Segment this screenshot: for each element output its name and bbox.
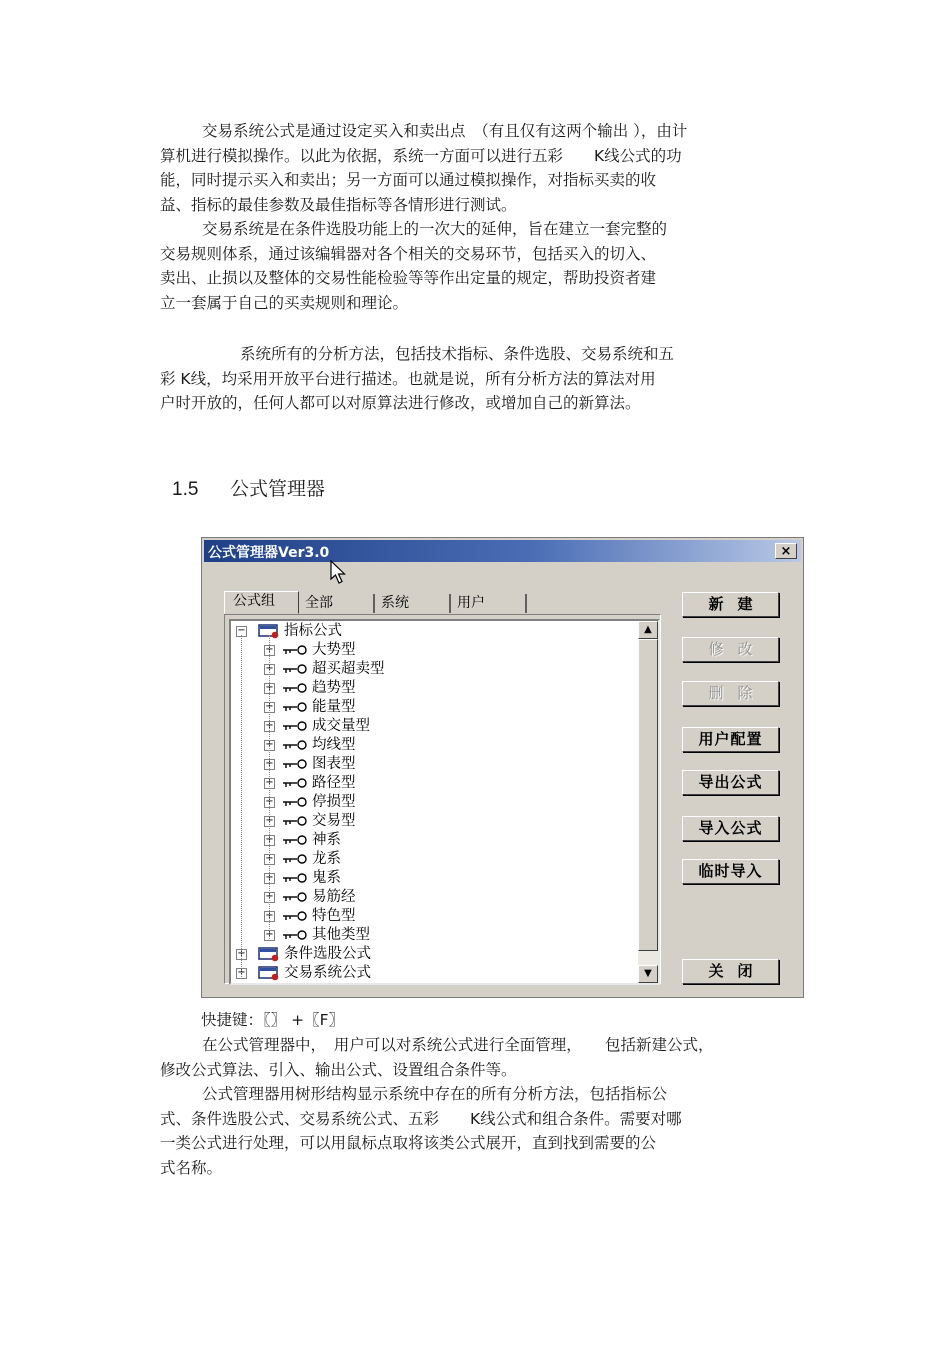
tree-item-category[interactable]: [231, 717, 636, 736]
tab-system[interactable]: 系统: [375, 594, 451, 613]
text-line: 在公式管理器中， 用户可以对系统公式进行全面管理， 包括新建公式，: [202, 1036, 714, 1054]
expand-icon[interactable]: +: [237, 967, 246, 978]
tab-formula-group[interactable]: 公式组: [224, 591, 299, 614]
tree-item-label: 图表型: [312, 756, 356, 772]
text-line: 系统所有的分析方法，包括技术指标、条件选股、交易系统和五: [240, 345, 675, 363]
expand-icon[interactable]: +: [265, 720, 274, 731]
text-line: 式、条件选股公式、交易系统公式、五彩 K线公式和组合条件。需要对哪: [160, 1109, 682, 1128]
scroll-down-icon[interactable]: ▼: [638, 965, 658, 983]
tree-item-category[interactable]: [231, 698, 636, 717]
mouse-cursor-icon: [330, 560, 350, 586]
tree-item-category[interactable]: [231, 641, 636, 660]
paragraph-trading-system-extension: [160, 217, 790, 315]
tab-panel: [224, 614, 661, 984]
tree-item-label: 其他类型: [312, 927, 370, 943]
tree-item-label: 趋势型: [312, 680, 356, 696]
text-line: 益、指标的最佳参数及最佳指标等各情形进行测试。: [160, 195, 517, 214]
collapse-icon[interactable]: −: [237, 625, 246, 636]
text-line: 彩 K线，均采用开放平台进行描述。也就是说，所有分析方法的算法对用: [160, 369, 656, 388]
tree-guide-line: [241, 635, 242, 977]
tree-item-category[interactable]: [231, 660, 636, 679]
section-number: 1.5: [172, 479, 199, 500]
tree-item-partial: [258, 983, 276, 985]
tree-item-label: 特色型: [312, 908, 356, 924]
expand-icon[interactable]: +: [265, 872, 274, 883]
shortcut-text: 快捷键：〖〗 +〖F〗: [201, 1011, 345, 1029]
expand-icon[interactable]: +: [265, 682, 274, 693]
tree-item-category[interactable]: [231, 888, 636, 907]
text-line: 式名称。: [160, 1158, 223, 1177]
expand-icon[interactable]: +: [265, 929, 274, 940]
tree-item-label: 成交量型: [312, 718, 370, 734]
tab-all[interactable]: 全部: [299, 594, 375, 613]
tree-item-category[interactable]: [231, 907, 636, 926]
expand-icon[interactable]: +: [265, 663, 274, 674]
expand-icon[interactable]: +: [265, 758, 274, 769]
tree-item-label: 停损型: [312, 794, 356, 810]
text-line: 修改公式算法、引入、输出公式、设置组合条件等。: [160, 1060, 517, 1079]
text-line: 交易规则体系，通过该编辑器对各个相关的交易环节，包括买入的切入、: [160, 244, 657, 263]
temp-import-button[interactable]: 临时导入: [682, 859, 779, 884]
expand-icon[interactable]: +: [237, 948, 246, 959]
section-heading: [172, 474, 325, 501]
dialog-titlebar: [204, 540, 801, 562]
tree-item-label: 交易型: [312, 813, 356, 829]
tree-scrollbar[interactable]: [638, 621, 658, 983]
expand-icon[interactable]: +: [265, 644, 274, 655]
paragraph-trading-system-intro: [160, 119, 790, 217]
tree-guide-line: [269, 635, 270, 939]
expand-icon[interactable]: +: [265, 815, 274, 826]
close-icon[interactable]: ×: [775, 543, 797, 559]
tree-item-category[interactable]: [231, 755, 636, 774]
tree-item-label: 路径型: [312, 775, 356, 791]
tree-item-label: 能量型: [312, 699, 356, 715]
paragraph-open-platform: [160, 342, 790, 416]
expand-icon[interactable]: +: [265, 796, 274, 807]
import-formula-button[interactable]: 导入公式: [682, 816, 779, 841]
tree-item-label: 超买超卖型: [312, 661, 385, 677]
tree-item-label: 大势型: [312, 642, 356, 658]
expand-icon[interactable]: +: [265, 910, 274, 921]
close-button[interactable]: 关闭: [682, 959, 779, 984]
text-line: 能，同时提示买入和卖出；另一方面可以通过模拟操作，对指标买卖的收: [160, 171, 657, 189]
tree-item-label: 龙系: [312, 851, 341, 867]
expand-icon[interactable]: +: [265, 891, 274, 902]
tree-item-category[interactable]: [231, 831, 636, 850]
text-line: 交易系统是在条件选股功能上的一次大的延伸，旨在建立一套完整的: [202, 220, 668, 238]
expand-icon[interactable]: +: [265, 834, 274, 845]
expand-icon[interactable]: +: [265, 777, 274, 788]
tree-item-category[interactable]: [231, 774, 636, 793]
text-line: 一类公式进行处理，可以用鼠标点取将该类公式展开，直到找到需要的公: [160, 1134, 657, 1152]
text-line: 算机进行模拟操作。以此为依据，系统一方面可以进行五彩 K线公式的功: [160, 146, 682, 165]
delete-button[interactable]: 删除: [682, 681, 779, 706]
tree-item-label: 交易系统公式: [284, 965, 371, 981]
tree-item-category[interactable]: [231, 679, 636, 698]
tree-item-category[interactable]: [231, 869, 636, 888]
section-title: 公式管理器: [230, 478, 326, 500]
text-line: 公式管理器用树形结构显示系统中存在的所有分析方法，包括指标公: [202, 1085, 668, 1103]
text-line: 交易系统公式是通过设定买入和卖出点 （有且仅有这两个输出 ），由计: [202, 122, 688, 140]
tree-item-category[interactable]: [231, 850, 636, 869]
tab-user[interactable]: 用户: [451, 594, 527, 613]
tree-item-root[interactable]: [231, 622, 636, 641]
scroll-up-icon[interactable]: ▲: [638, 621, 658, 639]
formula-manager-dialog: [201, 537, 804, 998]
paragraph-tree-structure: [160, 1082, 790, 1180]
tree-item-group[interactable]: [231, 945, 636, 964]
scroll-thumb[interactable]: [638, 639, 658, 951]
user-config-button[interactable]: 用户配置: [682, 727, 779, 752]
tree-item-category[interactable]: [231, 812, 636, 831]
tree-item-label: 鬼系: [312, 870, 341, 886]
paragraph-manager-usage: [160, 1033, 790, 1082]
tree-item-label: 神系: [312, 832, 341, 848]
modify-button[interactable]: 修改: [682, 637, 779, 662]
tree-item-label: 易筋经: [312, 889, 356, 905]
tree-item-group[interactable]: [231, 964, 636, 983]
export-formula-button[interactable]: 导出公式: [682, 770, 779, 795]
new-button[interactable]: 新建: [682, 592, 779, 617]
tree-item-category[interactable]: [231, 793, 636, 812]
tree-item-category[interactable]: [231, 926, 636, 945]
text-line: 立一套属于自己的买卖规则和理论。: [160, 293, 409, 312]
text-line: 户时开放的，任何人都可以对原算法进行修改，或增加自己的新算法。: [160, 394, 641, 412]
dialog-title: 公式管理器Ver3.0: [208, 545, 330, 561]
tree-item-label: 条件选股公式: [284, 946, 371, 962]
tree-item-category[interactable]: [231, 736, 636, 755]
formula-tree[interactable]: [229, 619, 660, 985]
expand-icon[interactable]: +: [265, 739, 274, 750]
expand-icon[interactable]: +: [265, 701, 274, 712]
text-line: 卖出、止损以及整体的交易性能检验等等作出定量的规定，帮助投资者建: [160, 269, 657, 287]
expand-icon[interactable]: +: [265, 853, 274, 864]
tree-item-label: 均线型: [312, 737, 356, 753]
tree-item-label: 指标公式: [284, 623, 342, 639]
